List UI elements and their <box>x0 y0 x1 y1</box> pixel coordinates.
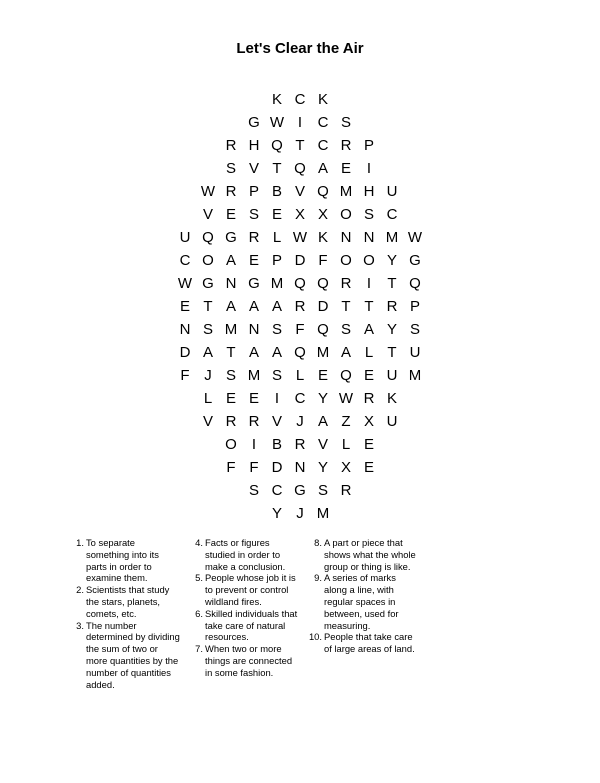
grid-letter: Q <box>317 275 329 292</box>
grid-row <box>0 318 600 341</box>
grid-letter: V <box>248 160 259 177</box>
grid-letter: A <box>225 252 236 269</box>
grid-letter: T <box>341 298 351 315</box>
grid-letter: I <box>274 390 280 407</box>
page-title: Let's Clear the Air <box>236 40 364 57</box>
grid-letter: C <box>294 390 306 407</box>
grid-letter: C <box>294 91 306 108</box>
grid-letter: W <box>407 229 423 246</box>
grid-letter: T <box>203 298 213 315</box>
grid-letter: L <box>272 229 282 246</box>
grid-letter: P <box>363 137 374 154</box>
grid-letter: W <box>269 114 285 131</box>
grid-letter: K <box>317 229 328 246</box>
grid-letter: M <box>270 275 284 292</box>
grid-letter: W <box>200 183 216 200</box>
grid-letter: K <box>386 390 397 407</box>
grid-letter: G <box>248 114 260 131</box>
grid-letter: T <box>295 137 305 154</box>
grid-letter: R <box>386 298 398 315</box>
clue-item <box>187 537 299 572</box>
grid-letter: P <box>409 298 420 315</box>
grid-letter: A <box>271 298 282 315</box>
grid-letter: Q <box>294 344 306 361</box>
grid-letter: R <box>294 298 306 315</box>
grid-letter: U <box>386 183 398 200</box>
grid-letter: S <box>248 482 259 499</box>
grid-letter: Q <box>409 275 421 292</box>
clue-item <box>306 537 418 572</box>
grid-row <box>0 387 600 410</box>
grid-letter: C <box>271 482 283 499</box>
grid-letter: A <box>340 344 351 361</box>
clue-column-1 <box>68 537 180 690</box>
grid-letter: Y <box>317 459 328 476</box>
grid-letter: E <box>363 436 374 453</box>
grid-letter: A <box>317 413 328 430</box>
clue-text: Scientists that study the stars, planets, comets, etc. <box>86 584 170 619</box>
clue-text: The number determined by dividing the sum of two or more quantities by the number of quantities added. <box>86 619 180 690</box>
grid-letter: R <box>248 229 260 246</box>
clue-text: Facts or figures studied in order to make a conclusion. <box>205 537 286 572</box>
grid-row <box>0 364 600 387</box>
grid-letter: V <box>317 436 328 453</box>
clue-number: 6. <box>195 607 203 619</box>
grid-letter: A <box>271 344 282 361</box>
clue-text: A part or piece that shows what the whole group or thing is like. <box>324 537 416 572</box>
clue-number: 1. <box>76 537 84 548</box>
grid-letter: Q <box>317 321 329 338</box>
grid-letter: M <box>408 367 422 384</box>
grid-letter: G <box>409 252 421 269</box>
grid-letter: M <box>385 229 399 246</box>
grid-row <box>0 203 600 226</box>
grid-letter: S <box>225 160 236 177</box>
grid-letter: N <box>225 275 237 292</box>
clue-text: To separate something into its parts in order to examine them. <box>86 537 159 584</box>
grid-letter: E <box>225 390 236 407</box>
grid-letter: N <box>363 229 375 246</box>
clue-item <box>68 584 180 619</box>
clue-item <box>306 572 418 631</box>
grid-letter: A <box>225 298 236 315</box>
grid-letter: M <box>339 183 353 200</box>
grid-letter: T <box>272 160 282 177</box>
clue-number: 10. <box>308 631 322 643</box>
grid-letter: Y <box>386 321 397 338</box>
grid-letter: W <box>177 275 193 292</box>
clue-column-3 <box>306 537 418 655</box>
grid-row <box>0 433 600 456</box>
grid-letter: C <box>386 206 398 223</box>
grid-row <box>0 157 600 180</box>
clue-item <box>187 572 299 607</box>
grid-letter: U <box>179 229 191 246</box>
grid-letter: R <box>340 137 352 154</box>
grid-letter: V <box>294 183 305 200</box>
grid-row <box>0 226 600 249</box>
grid-letter: I <box>366 160 372 177</box>
grid-letter: K <box>271 91 282 108</box>
grid-letter: H <box>363 183 375 200</box>
grid-letter: Y <box>386 252 397 269</box>
clue-text: A series of marks along a line, with regular spaces in between, used for measuring. <box>324 572 399 631</box>
grid-letter: R <box>294 436 306 453</box>
grid-letter: T <box>387 344 397 361</box>
grid-letter: C <box>317 114 329 131</box>
grid-letter: K <box>317 91 328 108</box>
grid-letter: M <box>316 344 330 361</box>
grid-letter: A <box>317 160 328 177</box>
clue-text: Skilled individuals that take care of natural resources. <box>205 607 298 643</box>
grid-letter: X <box>294 206 305 223</box>
clue-number: 2. <box>76 584 84 596</box>
grid-letter: G <box>225 229 237 246</box>
grid-letter: J <box>204 367 212 384</box>
grid-row <box>0 410 600 433</box>
grid-letter: S <box>340 114 351 131</box>
grid-letter: N <box>340 229 352 246</box>
grid-row <box>0 272 600 295</box>
grid-letter: D <box>317 298 329 315</box>
grid-letter: R <box>225 137 237 154</box>
grid-letter: E <box>317 367 328 384</box>
grid-letter: S <box>271 321 282 338</box>
grid-row <box>0 111 600 134</box>
grid-letter: W <box>292 229 308 246</box>
grid-letter: U <box>409 344 421 361</box>
grid-letter: L <box>295 367 305 384</box>
grid-letter: M <box>247 367 261 384</box>
grid-letter: Q <box>317 183 329 200</box>
grid-letter: F <box>226 459 236 476</box>
grid-letter: C <box>179 252 191 269</box>
grid-letter: G <box>248 275 260 292</box>
grid-letter: E <box>179 298 190 315</box>
grid-letter: S <box>202 321 213 338</box>
grid-letter: E <box>340 160 351 177</box>
grid-letter: E <box>248 390 259 407</box>
grid-letter: O <box>340 252 352 269</box>
grid-row <box>0 88 600 111</box>
grid-letter: F <box>295 321 305 338</box>
grid-letter: F <box>249 459 259 476</box>
clue-column-2 <box>187 537 299 679</box>
grid-letter: G <box>202 275 214 292</box>
grid-letter: R <box>248 413 260 430</box>
grid-letter: I <box>297 114 303 131</box>
grid-letter: Q <box>294 160 306 177</box>
grid-letter: T <box>226 344 236 361</box>
grid-letter: W <box>338 390 354 407</box>
grid-letter: Q <box>340 367 352 384</box>
grid-letter: S <box>248 206 259 223</box>
grid-letter: S <box>317 482 328 499</box>
grid-letter: E <box>363 367 374 384</box>
grid-letter: T <box>387 275 397 292</box>
grid-letter: E <box>363 459 374 476</box>
clue-item <box>68 537 180 584</box>
grid-letter: H <box>248 137 260 154</box>
grid-letter: N <box>294 459 306 476</box>
grid-letter: X <box>363 413 374 430</box>
clue-number: 3. <box>76 619 84 631</box>
grid-letter: J <box>296 505 304 522</box>
grid-letter: Q <box>202 229 214 246</box>
grid-letter: T <box>364 298 374 315</box>
grid-letter: A <box>248 298 259 315</box>
clue-number: 7. <box>195 643 203 655</box>
grid-letter: F <box>318 252 328 269</box>
clue-text: People that take care of large areas of land. <box>324 631 415 655</box>
clue-number: 5. <box>195 572 203 584</box>
grid-letter: V <box>271 413 282 430</box>
grid-letter: D <box>179 344 191 361</box>
grid-letter: I <box>366 275 372 292</box>
grid-letter: F <box>180 367 190 384</box>
clue-item <box>187 608 299 643</box>
grid-letter: Q <box>294 275 306 292</box>
grid-letter: X <box>317 206 328 223</box>
grid-letter: P <box>271 252 282 269</box>
grid-letter: S <box>340 321 351 338</box>
grid-row <box>0 341 600 364</box>
grid-letter: S <box>363 206 374 223</box>
grid-letter: V <box>202 413 213 430</box>
grid-letter: R <box>340 275 352 292</box>
grid-letter: O <box>225 436 237 453</box>
grid-letter: A <box>248 344 259 361</box>
grid-letter: C <box>317 137 329 154</box>
clue-number: 9. <box>314 572 322 584</box>
grid-letter: D <box>294 252 306 269</box>
grid-row <box>0 249 600 272</box>
grid-letter: E <box>248 252 259 269</box>
grid-letter: Z <box>341 413 351 430</box>
grid-row <box>0 456 600 479</box>
grid-letter: N <box>248 321 260 338</box>
grid-letter: O <box>202 252 214 269</box>
grid-letter: O <box>363 252 375 269</box>
clue-text: When two or more things are connected in some fashion. <box>205 643 293 678</box>
clue-item <box>306 631 418 655</box>
grid-letter: I <box>251 436 257 453</box>
grid-letter: R <box>363 390 375 407</box>
grid-letter: S <box>409 321 420 338</box>
grid-row <box>0 479 600 502</box>
grid-letter: S <box>271 367 282 384</box>
grid-letter: R <box>340 482 352 499</box>
grid-letter: D <box>271 459 283 476</box>
grid-letter: N <box>179 321 191 338</box>
grid-letter: A <box>202 344 213 361</box>
grid-letter: O <box>340 206 352 223</box>
clue-number: 4. <box>195 537 203 548</box>
grid-letter: J <box>296 413 304 430</box>
grid-letter: E <box>271 206 282 223</box>
grid-row <box>0 502 600 525</box>
grid-letter: E <box>225 206 236 223</box>
grid-letter: G <box>294 482 306 499</box>
grid-letter: R <box>225 413 237 430</box>
grid-row <box>0 134 600 157</box>
grid-letter: Y <box>271 505 282 522</box>
grid-letter: V <box>202 206 213 223</box>
grid-letter: U <box>386 367 398 384</box>
grid-letter: Y <box>317 390 328 407</box>
grid-letter: L <box>341 436 351 453</box>
grid-letter: A <box>363 321 374 338</box>
grid-letter: P <box>248 183 259 200</box>
grid-row <box>0 295 600 318</box>
grid-letter: L <box>203 390 213 407</box>
grid-row <box>0 180 600 203</box>
grid-letter: B <box>271 183 282 200</box>
grid-letter: S <box>225 367 236 384</box>
grid-letter: Q <box>271 137 283 154</box>
clue-item <box>68 620 180 691</box>
grid-letter: L <box>364 344 374 361</box>
grid-letter: M <box>224 321 238 338</box>
grid-letter: B <box>271 436 282 453</box>
clue-text: People whose job it is to prevent or control wildland fires. <box>205 572 296 607</box>
grid-letter: U <box>386 413 398 430</box>
grid-letter: R <box>225 183 237 200</box>
clue-number: 8. <box>314 537 322 548</box>
grid-letter: X <box>340 459 351 476</box>
clue-item <box>187 643 299 678</box>
grid-letter: M <box>316 505 330 522</box>
